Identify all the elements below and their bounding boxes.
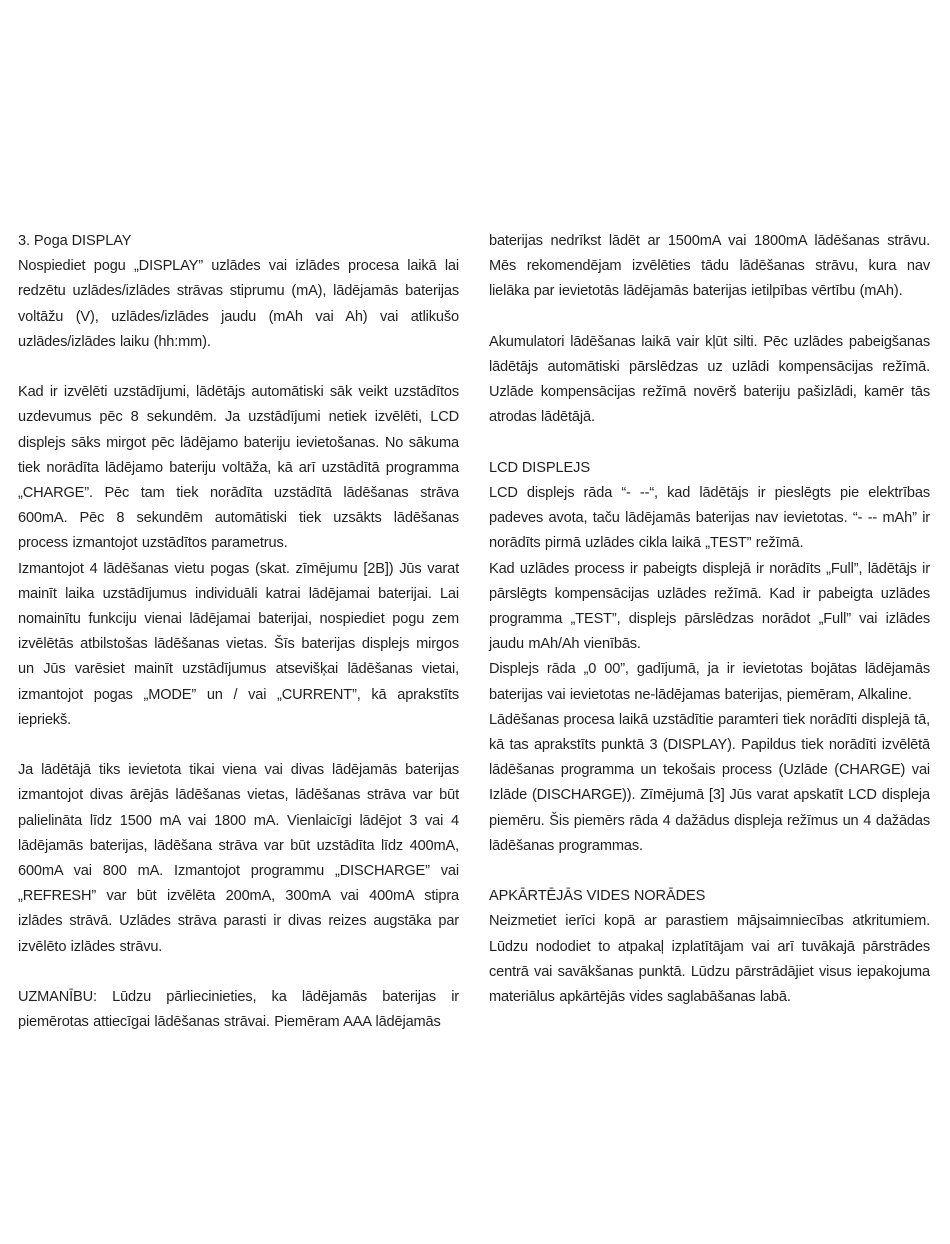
lcd-paragraph-1: LCD displejs rāda “- --“, kad lādētājs ir pieslēgts pie elektrības padeves avota, taču lādējamās baterijas nav ievietotas. “- -- mAh” ir norādīts pirmā uzlādes cikla laikā „TEST” režīmā. [489,485,930,552]
paragraph-gap [489,431,930,456]
paragraph-gap [489,859,930,884]
warning-paragraph-1-continued: baterijas nedrīkst lādēt ar 1500mA vai 1800mA lādēšanas strāvu. Mēs rekomendējam izvēlēties tādu lādēšanas strāvu, kura nav lielāka par ievietotās lādējamās baterijas ietilpības vērtību (mAh). [489,233,930,300]
lcd-section-heading: LCD DISPLEJS [489,459,590,476]
environment-paragraph-1: Neizmetiet ierīci kopā ar parastiem mājsaimniecības atkritumiem. Lūdzu nododiet to atpakaļ izplatītājam vai arī tuvākajā pārstrādes centrā vai savākšanas punktā. Lūdzu pārstrādājiet visus iepakojuma materiālus apkārtējās vides saglabāšanas labā. [489,913,930,1006]
display-section-heading: 3. Poga DISPLAY [18,233,132,249]
environment-section-heading: APKĀRTĒJĀS VIDES NORĀDES [489,888,706,905]
paragraph-gap [489,305,930,330]
display-paragraph-1: Nospiediet pogu „DISPLAY” uzlādes vai izlādes procesa laikā lai redzētu uzlādes/izlādes strāvas stiprumu (mA), lādējamās baterijas voltāžu (V), uzlādes/izlādes jaudu (mAh vai Ah) vai atlikušo uzlādes/izlādes laiku (hh:mm). [18,258,459,350]
paragraph-gap [18,960,459,985]
right-column [489,229,930,1010]
display-paragraph-3: Izmantojot 4 lādēšanas vietu pogas (skat. zīmējumu [2B]) Jūs varat mainīt laika uzstādījumus individuāli katrai lādējamai baterijai. Lai nomainītu funkciju vienai lādējamai baterijai, nospiediet pogu zem izvēlētās atbilstošas lādēšanas vietas. Šīs baterijas displejs mirgos un Jūs varēsiet mainīt uzstādījumus atsevišķai lādēšanas vietai, izmantojot pogas „MODE” un / vai „CURRENT”, kā aprakstīts iepriekš. [18,560,459,728]
paragraph-gap [18,733,459,758]
warning-paragraph-1: UZMANĪBU: Lūdzu pārliecinieties, ka lādējamās baterijas ir piemērotas attiecīgai lādēšanas strāvai. Piemēram AAA lādējamās [18,989,459,1031]
lcd-paragraph-3: Displejs rāda „0 00”, gadījumā, ja ir ievietotas bojātas lādējamās baterijas vai ievietotas ne-lādējamas baterijas, piemēram, Alkaline. [489,661,930,703]
warning-paragraph-2: Akumulatori lādēšanas laikā vair kļūt silti. Pēc uzlādes pabeigšanas lādētājs automātiski pārslēdzas uz uzlādi kompensācijas režīmā. Uzlāde kompensācijas režīmā novērš bateriju pašizlādi, kamēr tās atrodas lādētājā. [489,333,930,426]
display-paragraph-2: Kad ir izvēlēti uzstādījumi, lādētājs automātiski sāk veikt uzstādītos uzdevumus pēc 8 sekundēm. Ja uzstādījumi netiek izvēlēti, LCD displejs sāks mirgot pēc lādējamo bateriju ievietošanas. No sākuma tiek norādīta lādējamo bateriju voltāža, kā arī uzstādītā programma „CHARGE”. Pēc tam tiek norādīta uzstādītā lādēšanas strāva 600mA. Pēc 8 sekundēm automātiski tiek uzsākts lādēšanas process izmantojot uzstādītos parametrus. [18,384,459,552]
lcd-paragraph-4: Lādēšanas procesa laikā uzstādītie paramteri tiek norādīti displejā tā, kā tas aprakstīts punktā 3 (DISPLAY). Papildus tiek norādīti izvēlētā lādēšanas programma un tekošais process (Uzlāde (CHARGE) vai Izlāde (DISCHARGE)). Zīmējumā [3] Jūs varat apskatīt LCD displeja piemēru. Šis piemērs rāda 4 dažādus displeja režīmus un 4 dažādas lādēšanas programmas. [489,711,930,854]
lcd-paragraph-2: Kad uzlādes process ir pabeigts displejā ir norādīts „Full”, lādētājs ir pārslēgts kompensācijas uzlādes režīmā. Kad ir pabeigta uzlādes programma „TEST”, displejs pārslēdzas norādot „Full” vai izlādes jaudu mAh/Ah vienībās. [489,560,930,653]
left-column [18,229,459,1035]
display-paragraph-4: Ja lādētājā tiks ievietota tikai viena vai divas lādējamās baterijas izmantojot divas ārējās lādēšanas vietas, lādēšanas strāva var būt palielināta līdz 1500 mA vai 1800 mA. Vienlaicīgi lādējot 3 vai 4 lādējamās baterijas, lādēšana strāva var būt uzstādīta līdz 400mA, 600mA vai 800 mA. Izmantojot programmu „DISCHARGE” vai „REFRESH” var būt izvēlēta 200mA, 300mA vai 400mA stipra izlādes strāvā. Uzlādes strāva parasti ir divas reizes augstāka par izvēlēto izlādes strāvu. [18,762,459,955]
paragraph-gap [18,355,459,380]
